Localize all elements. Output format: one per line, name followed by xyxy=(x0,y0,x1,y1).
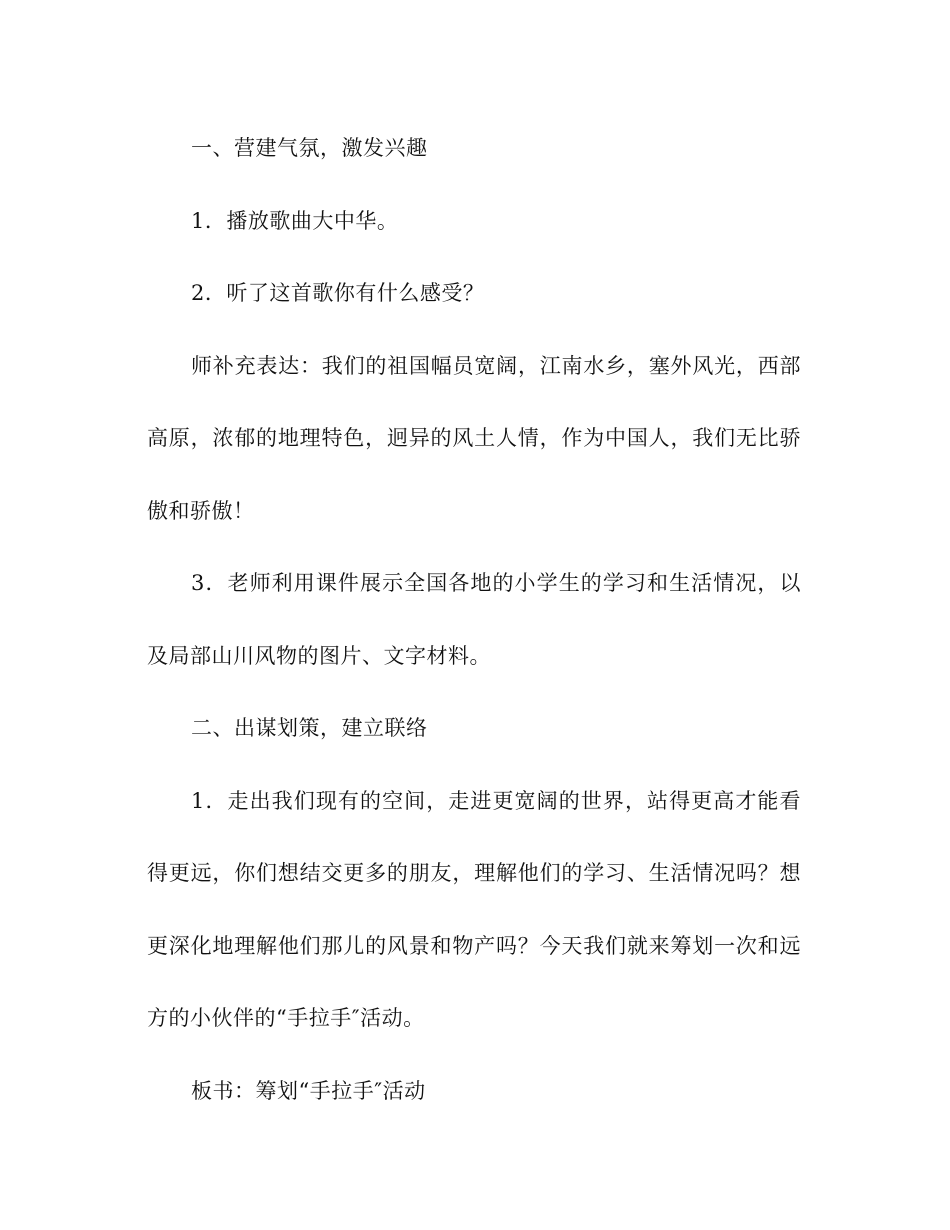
paragraph-item-3: 3．老师利用课件展示全国各地的小学生的学习和生活情况，以及局部山川风物的图片、文字材料。 xyxy=(147,571,801,668)
section-heading-2: 二、出谋划策，建立联络 xyxy=(191,716,428,740)
paragraph-item-2: 2．听了这首歌你有什么感受？ xyxy=(191,281,485,305)
paragraph-teacher-note: 师补充表达：我们的祖国幅员宽阔，江南水乡，塞外风光，西部高原，浓郁的地理特色，迥异的风土人情，作为中国人，我们无比骄傲和骄傲！ xyxy=(147,353,801,523)
paragraph-item-1: 1．播放歌曲大中华。 xyxy=(191,208,399,233)
section-heading-1: 一、营建气氛，激发兴趣 xyxy=(191,136,428,160)
paragraph-board-writing: 板书：筹划“手拉手″活动 xyxy=(191,1078,426,1103)
paragraph-activity-intro: 1．走出我们现有的空间，走进更宽阔的世界，站得更高才能看得更远，你们想结交更多的朋友，理解他们的学习、生活情况吗？想更深化地理解他们那儿的风景和物产吗？今天我们就来筹划一次和远方的小伙伴的“手拉手″活动。 xyxy=(147,788,801,1030)
document-body xyxy=(147,112,801,1127)
